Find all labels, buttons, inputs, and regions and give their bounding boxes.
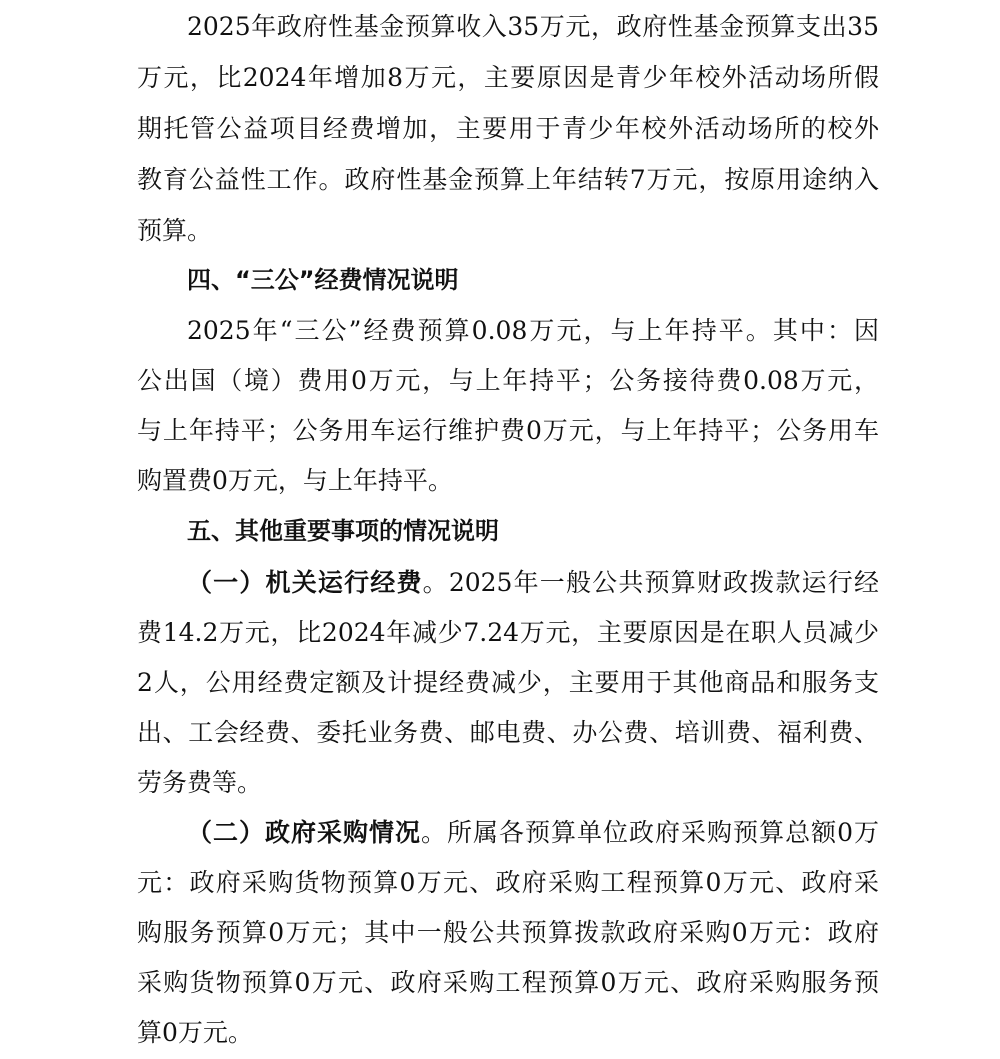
section5-sub2-line-4: 采购货物预算0万元、政府采购工程预算0万元、政府采购服务预: [137, 968, 879, 997]
fund-budget-line-2: 万元，比2024年增加8万元，主要原因是青少年校外活动场所假: [137, 63, 879, 92]
section5-sub1-line-1: [187, 566, 879, 600]
section5-sub2-line-2: 元：政府采购货物预算0万元、政府采购工程预算0万元、政府采: [137, 868, 879, 897]
fund-budget-line-5: 预算。: [137, 216, 213, 245]
section5-sub2-line-1: [187, 816, 879, 850]
section4-line-3: 与上年持平；公务用车运行维护费0万元，与上年持平；公务用车: [137, 416, 879, 445]
section5-sub2-line-1-rest: 。所属各预算单位政府采购预算总额0万: [421, 818, 879, 847]
document-page: [137, 0, 879, 1059]
section4-line-4: 购置费0万元，与上年持平。: [137, 466, 453, 495]
section5-sub1-line-5: 劳务费等。: [137, 768, 263, 797]
section5-sub1-line-2: 费14.2万元，比2024年减少7.24万元，主要原因是在职人员减少: [137, 618, 879, 647]
section4-line-2: 公出国（境）费用0万元，与上年持平；公务接待费0.08万元，: [137, 366, 879, 395]
section5-sub2-line-5: 算0万元。: [137, 1018, 253, 1047]
section5-sub1-lead: （一）机关运行经费: [187, 568, 423, 597]
section4-line-1: 2025年“三公”经费预算0.08万元，与上年持平。其中：因: [187, 316, 879, 345]
fund-budget-line-3: 期托管公益项目经费增加，主要用于青少年校外活动场所的校外: [137, 114, 879, 143]
fund-budget-line-1: 2025年政府性基金预算收入35万元，政府性基金预算支出35: [187, 12, 879, 41]
fund-budget-line-4: 教育公益性工作。政府性基金预算上年结转7万元，按原用途纳入: [137, 165, 879, 194]
section5-sub2-line-3: 购服务预算0万元；其中一般公共预算拨款政府采购0万元：政府: [137, 918, 879, 947]
section5-sub1-line-4: 出、工会经费、委托业务费、邮电费、办公费、培训费、福利费、: [137, 718, 879, 747]
section5-sub1-line-1-rest: 。2025年一般公共预算财政拨款运行经: [422, 568, 879, 597]
section5-sub1-line-3: 2人，公用经费定额及计提经费减少，主要用于其他商品和服务支: [137, 668, 879, 697]
section5-heading: 五、其他重要事项的情况说明: [187, 517, 499, 545]
section4-heading: 四、“三公”经费情况说明: [187, 266, 459, 294]
section5-sub2-lead: （二）政府采购情况: [187, 818, 422, 847]
